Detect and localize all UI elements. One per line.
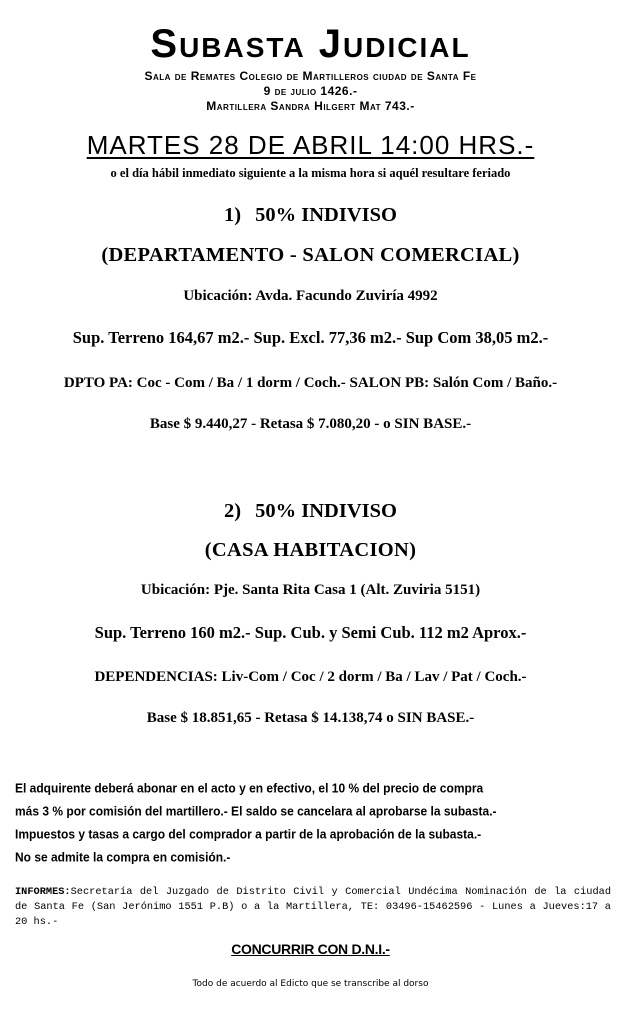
call-to-action: CONCURRIR CON D.N.I.- (231, 941, 390, 957)
lot-1-location: Ubicación: Avda. Facundo Zuviría 4992 (183, 288, 438, 304)
lot-2-number: 2) (224, 500, 242, 522)
lot-1-base: Base $ 9.440,27 - Retasa $ 7.080,20 - o SIN BASE.- (149, 416, 472, 432)
lot-2-share: 50% INDIVISO (255, 500, 397, 522)
lot-1-share: 50% INDIVISO (255, 204, 397, 226)
lot-2-location: Ubicación: Pje. Santa Rita Casa 1 (Alt. Zuviria 5151) (140, 582, 481, 598)
informes-block (15, 885, 611, 930)
lot-1-details: DPTO PA: Coc - Com / Ba / 1 dorm / Coch.- SALON PB: Salón Com / Baño.- (63, 375, 558, 391)
lot-1-type: (DEPARTAMENTO - SALON COMERCIAL) (101, 244, 520, 266)
auctioneer-line: Martillera Sandra Hilgert Mat 743.- (206, 99, 415, 113)
notice-title: Subasta Judicial (150, 22, 471, 66)
holiday-note: o el día hábil inmediato siguiente a la misma hora si aquél resultare feriado (110, 166, 511, 180)
informes-text: Secretaría del Juzgado de Distrito Civil y Comercial Undécima Nominación de la ciudad de Santa Fe (San Jerónimo 1551 P.B) o a la Martillera, TE: 03496-15462596 - Lunes a Jueves:17 a 20 hs.- (15, 886, 611, 928)
lot-2-surface: Sup. Terreno 160 m2.- Sup. Cub. y Semi Cub. 112 m2 Aprox.- (94, 623, 527, 642)
informes-label: INFORMES: (15, 886, 71, 898)
conditions-block (15, 777, 615, 869)
condition-line: El adquirente deberá abonar en el acto y en efectivo, el 10 % del precio de compra (15, 780, 484, 796)
lot-2-type: (CASA HABITACION) (204, 539, 417, 561)
lot-2-details: DEPENDENCIAS: Liv-Com / Coc / 2 dorm / Ba / Lav / Pat / Coch.- (94, 669, 527, 685)
auction-date (0, 130, 621, 160)
footer-note: Todo de acuerdo al Edicto que se transcribe al dorso (192, 979, 429, 989)
lot-1-number: 1) (224, 204, 242, 226)
lot-2-base: Base $ 18.851,65 - Retasa $ 14.138,74 o SIN BASE.- (146, 710, 475, 726)
auction-date-text: MARTES 28 DE ABRIL 14:00 HRS.- (86, 130, 535, 160)
condition-line: Impuestos y tasas a cargo del comprador a partir de la aprobación de la subasta.- (15, 826, 482, 842)
address-line: 9 de julio 1426.- (263, 84, 358, 98)
lot-2-heading (0, 499, 621, 523)
lot-1-heading (0, 203, 621, 227)
lot-1-surface: Sup. Terreno 164,67 m2.- Sup. Excl. 77,36 m2.- Sup Com 38,05 m2.- (72, 328, 549, 347)
condition-line: No se admite la compra en comisión.- (15, 849, 231, 865)
venue-line: Sala de Remates Colegio de Martilleros ciudad de Santa Fe (144, 69, 477, 83)
condition-line: más 3 % por comisión del martillero.- El saldo se cancelara al aprobarse la subasta.- (15, 803, 497, 819)
